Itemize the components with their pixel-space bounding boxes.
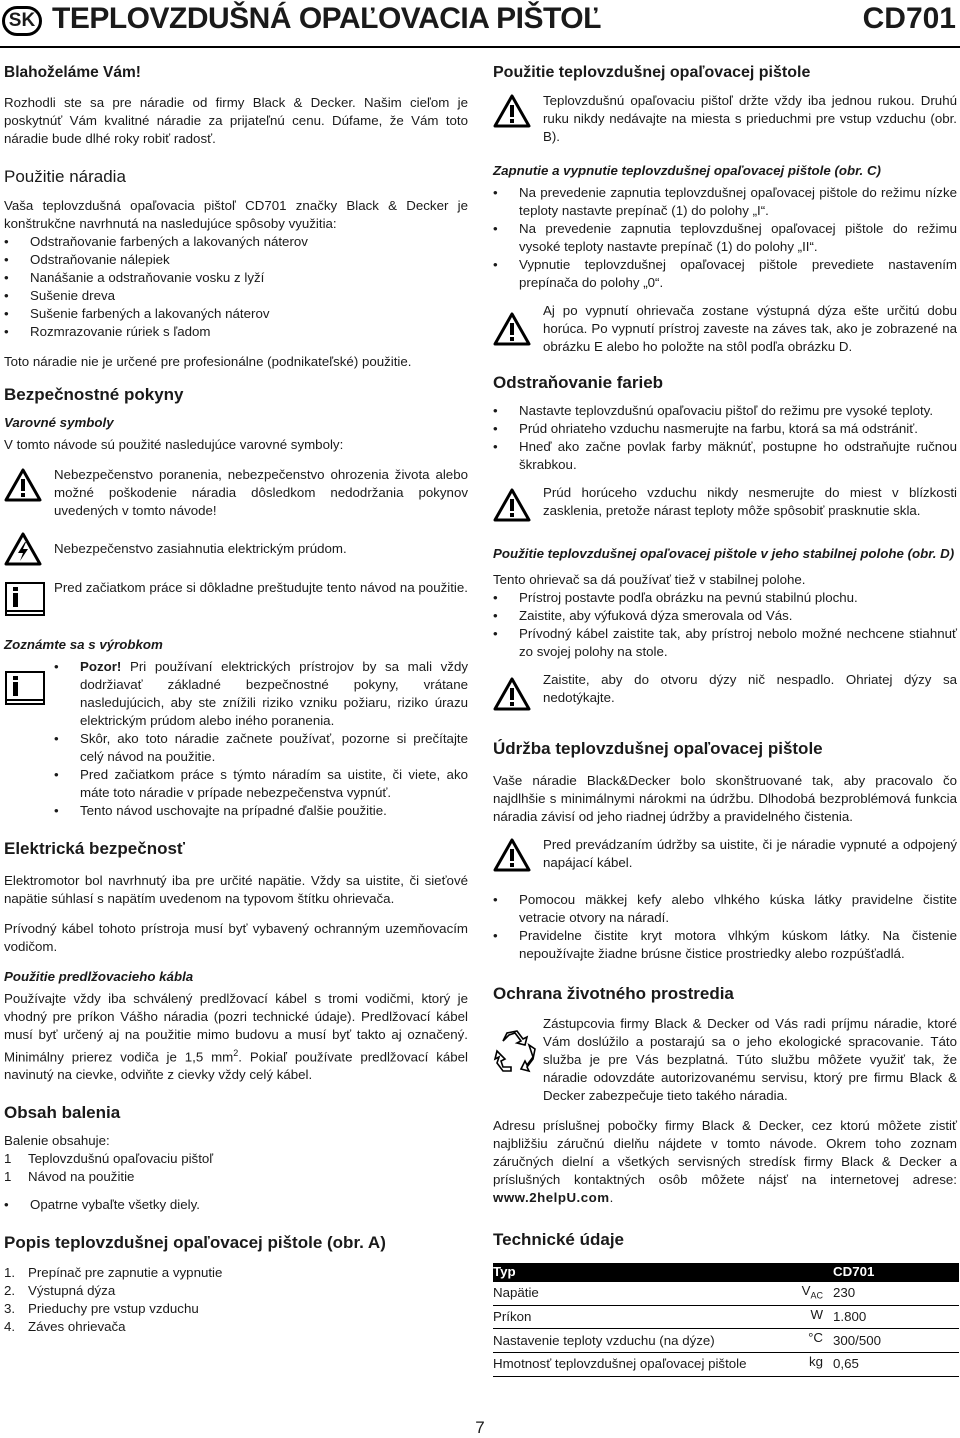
model-number: CD701 [862, 2, 956, 35]
greeting: Blahoželáme Vám! [4, 64, 141, 81]
description-item: 4. Záves ohrievača [4, 1319, 126, 1335]
environment-text: Zástupcovia firmy Black & Decker od Vás radi príjmu náradie, ktoré Vám doslúžilo a postarajú sa o jeho ekologické spracovanie. Táto služba je pre Vás bezplatná. Túto službu môžete využiť tak, že náradie odovzdáte autorizovanému servisu, ktorý pre firmu Black & Decker zabezpečuje tieto takého náradia. [543, 1016, 957, 1103]
onoff-item: • Na prevedenie zapnutia teplovzdušnej opaľovacej pištole do režimu nízke teploty nastavte prepínač (1) do polohy „I“. [493, 184, 957, 220]
document-title: TEPLOVZDUŠNÁ OPAĽOVACIA PIŠTOĽ [52, 2, 601, 35]
symbol-injury [4, 466, 468, 520]
know-item: • Tento návod uschovajte na prípadné ďalšie použitie. [54, 802, 468, 820]
paint-warning [493, 484, 957, 527]
tech-table [493, 1263, 959, 1377]
usage-item: • Nanášanie a odstraňovanie vosku z lyží [4, 269, 468, 287]
electric-heading: Elektrická bezpečnosť [4, 839, 186, 858]
symbol-electric [4, 530, 468, 571]
stable-warning-text: Zaistite, aby do otvoru dýzy nič nespadlo. Ohriatej dýzy sa nedotýkajte. [543, 672, 957, 705]
maintenance-item: • Pravidelne čistite kryt motora vlhkým kúskom látky. Na čistenie nepoužívajte žiadne brúsne čistice prostriedky alebo rozpúšťadlá. [493, 927, 957, 963]
onoff-item: • Vypnutie teplovzdušnej opaľovacej pištole prevediete nastavením prepínača do polohy „0“. [493, 256, 957, 292]
stable-intro: Tento ohrievač sa dá používať tiež v stabilnej polohe. [493, 572, 806, 587]
usage-item: • Odstraňovanie nálepiek [4, 251, 468, 269]
pro-note: Toto náradie nie je určené pre profesionálne (podnikateľské) použitie. [4, 354, 412, 369]
description-list [4, 1264, 468, 1336]
paint-item: • Hneď ako začne povlak farby mäknúť, postupne ho odstraňujte ručnou škrabkou. [493, 438, 957, 474]
know-item-first: • Pozor! Pri používaní elektrických prístrojov by sa mali vždy dodržiavať základné bezpečnostné pokyny, vrátane nasledujúcich, aby ste znížili riziko vzniku požiaru, riziko úrazu elektrickým prúdom alebo iného poranenia. [54, 658, 468, 730]
onoff-heading: Zapnutie a vypnutie teplovzdušnej opaľovacej pištole (obr. C) [493, 163, 881, 178]
description-heading: Popis teplovzdušnej opaľovacej pištole (obr. A) [4, 1233, 386, 1253]
warning-triangle-icon [493, 94, 543, 133]
address-text: Adresu príslušnej pobočky firmy Black & Decker, cez ktorú môžete zistiť najbližšiu záručnú dielňu nájdete v tomto návode. Okrem toho zoznam záručných dielní a všetkých servisných stredísk firmy Black & Decker a príslušných kontaktných osôb môžete nájsť na internetovej adrese: www.2helpU.com. [493, 1118, 957, 1205]
symbol-injury-text: Nebezpečenstvo poranenia, nebezpečenstvo ohrozenia života alebo možné poškodenie náradia dôsledkom nedodržania pokynov uvedených v tomto návode! [54, 467, 468, 518]
symbol-read [4, 579, 468, 622]
paint-warning-text: Prúd horúceho vzduchu nikdy nesmerujte do miest v blízkosti zasklenia, pretože nárast teploty môže spôsobiť prasknutie skla. [543, 485, 957, 518]
box-item: 1 Teplovzdušnú opaľovaciu pištoľ [4, 1151, 214, 1167]
box-bullet: • Opatrne vybaľte všetky diely. [4, 1196, 468, 1214]
symbols-heading: Varovné symboly [4, 415, 114, 430]
know-item: • Pred začiatkom práce s týmto náradím sa uistite, či viete, ako máte toto náradie v prípade nebezpečenstva vypnúť. [54, 766, 468, 802]
usage-heading: Použitie náradia [4, 167, 126, 186]
maintenance-text: Vaše náradie Black&Decker bolo skonštruované tak, aby pracovalo čo najdlhšie s minimálnymi nárokmi na údržbu. Dlhodobá bezproblémová funkcia náradia závisí od jeho riadnej údržby a pravidelného čistenia. [493, 773, 957, 824]
paint-item: • Nastavte teplovzdušnú opaľovaciu pištoľ do režimu pre vysoké teploty. [493, 402, 957, 420]
usage-list [4, 233, 468, 341]
recycle-icon [493, 1029, 543, 1078]
onoff-list [493, 184, 957, 292]
language-badge: SK [2, 6, 42, 36]
right-column [493, 62, 957, 1377]
tech-table-row: Hmotnosť teplovzdušnej opaľovacej pištole kg 0,65 [493, 1352, 959, 1376]
electric-hazard-icon [4, 532, 54, 571]
warning-triangle-icon [493, 312, 543, 351]
usage-item: • Sušenie farbených a lakovaných náterov [4, 305, 468, 323]
box-intro: Balenie obsahuje: [4, 1133, 110, 1149]
stable-list [493, 589, 957, 661]
electric-text-2: Prívodný kábel tohoto prístroja musí byť vybavený ochranným uzemňovacím vodičom. [4, 921, 468, 954]
left-column [4, 62, 468, 1336]
maintenance-heading: Údržba teplovzdušnej opaľovacej pištole [493, 739, 823, 758]
paint-item: • Prúd ohriateho vzduchu nasmerujte na farbu, ktorá sa má odstrániť. [493, 420, 957, 438]
know-item: • Skôr, ako toto náradie začnete používať, pozorne si prečítajte celý návod na použitie. [54, 730, 468, 766]
use-warning [493, 92, 957, 146]
use-warning-text: Teplovzdušnú opaľovaciu pištoľ držte vždy iba jednou rukou. Druhú ruku nikdy nedávajte na miesta s prieduchmi pre vstup vzduchu (obr. B). [543, 93, 957, 144]
description-item: 1. Prepínač pre zapnutie a vypnutie [4, 1265, 223, 1281]
page-number: 7 [475, 1418, 485, 1437]
symbol-electric-text: Nebezpečenstvo zasiahnutia elektrickým prúdom. [54, 541, 347, 556]
extension-heading: Použitie predlžovacieho kábla [4, 969, 194, 984]
symbols-intro: V tomto návode sú použité nasledujúce varovné symboly: [4, 437, 344, 452]
maintenance-warning-text: Pred prevádzaním údržby sa uistite, či je náradie vypnuté a odpojený napájací kábel. [543, 837, 957, 870]
usage-item: • Sušenie dreva [4, 287, 468, 305]
tech-table-row: Napätie $V_{AC}$ 230 [493, 1282, 959, 1306]
tech-table-header: Typ CD701 [493, 1263, 959, 1282]
know-heading: Zoznámte sa s výrobkom [4, 637, 163, 652]
stable-item: • Prístroj postavte podľa obrázku na pevnú stabilnú plochu. [493, 589, 957, 607]
onoff-warning-text: Aj po vypnutí ohrievača zostane výstupná dýza ešte určitú dobu horúca. Po vypnutí prístroj zaveste na záves tak, ako je zobrazené na obrázku E alebo ho položte na stôl podľa obrázku D. [543, 303, 957, 354]
extension-text: Používajte vždy iba schválený predlžovací kábel s tromi vodičmi, ktorý je vhodný pre príkon Vášho náradia (pozri technické údaje). Predlžovací kábel musí byť určený aj na použitie mimo budovu a musí byť takto aj označený. Minimálny prierez vodiča je 1,5 $mm^2$. Pokiaľ používate predlžovací kábel navinutý na cievke, odviňte z cievky vždy celý kábel. [4, 991, 469, 1083]
environment-section [493, 1015, 957, 1105]
info-manual-icon [4, 670, 54, 711]
safety-heading: Bezpečnostné pokyny [4, 385, 184, 404]
paint-heading: Odstraňovanie farieb [493, 373, 664, 392]
warning-triangle-icon [493, 488, 543, 527]
box-item: 1 Návod na použitie [4, 1169, 135, 1185]
use-heading: Použitie teplovzdušnej opaľovacej pištole [493, 64, 811, 81]
box-heading: Obsah balenia [4, 1103, 121, 1123]
maintenance-warning [493, 836, 957, 877]
environment-heading: Ochrana životného prostredia [493, 984, 734, 1003]
tech-table-row: Nastavenie teploty vzduchu (na dýze) °C 300/500 [493, 1329, 959, 1353]
electric-text-1: Elektromotor bol navrhnutý iba pre určité napätie. Vždy sa uistite, či sieťové napätie súhlasí s napätím uvedenom na typovom štítku ohrievača. [4, 873, 468, 906]
tech-table-row: Príkon W 1.800 [493, 1305, 959, 1329]
intro-text: Rozhodli ste sa pre náradie od firmy Black & Decker. Našim cieľom je poskytnúť Vám kvalitné náradie za prijateľnú cenu. Dúfame, že Vám toto náradie bude dlhé roky robiť radosť. [4, 95, 468, 146]
description-item: 2. Výstupná dýza [4, 1283, 116, 1299]
stable-item: • Zaistite, aby výfuková dýza smerovala od Vás. [493, 607, 957, 625]
stable-item: • Prívodný kábel zaistite tak, aby prístroj nebolo možné nechcene stiahnuť zo svojej polohy na stole. [493, 625, 957, 661]
usage-item: • Rozmrazovanie rúriek s ľadom [4, 323, 468, 341]
know-section [4, 658, 468, 820]
usage-item: • Odstraňovanie farbených a lakovaných náterov [4, 233, 468, 251]
warning-triangle-icon [4, 468, 54, 507]
paint-list [493, 402, 957, 474]
stable-warning [493, 671, 957, 716]
page-header [0, 0, 960, 48]
box-bullet-list [4, 1196, 468, 1214]
maintenance-list [493, 891, 957, 963]
box-list [4, 1150, 468, 1186]
onoff-warning [493, 302, 957, 356]
tech-heading: Technické údaje [493, 1230, 625, 1249]
maintenance-item: • Pomocou mäkkej kefy alebo vlhkého kúska látky pravidelne čistite vetracie otvory na náradí. [493, 891, 957, 927]
usage-text: Vaša teplovzdušná opaľovacia pištoľ CD701 značky Black & Decker je konštrukčne navrhnutá na nasledujúce spôsoby využitia: [4, 198, 468, 231]
description-item: 3. Prieduchy pre vstup vzduchu [4, 1301, 199, 1317]
warning-triangle-icon [493, 838, 543, 877]
know-list [54, 658, 468, 820]
website-link[interactable]: www.2helpU.com [493, 1190, 610, 1205]
onoff-item: • Na prevedenie zapnutia teplovzdušnej opaľovacej pištole do režimu vysoké teploty nastavte prepínač (1) do polohy „II“. [493, 220, 957, 256]
stable-heading: Použitie teplovzdušnej opaľovacej pištole v jeho stabilnej polohe (obr. D) [493, 546, 955, 561]
symbol-read-text: Pred začiatkom práce si dôkladne preštudujte tento návod na použitie. [54, 580, 468, 595]
warning-triangle-icon [493, 677, 543, 716]
read-manual-icon [4, 581, 54, 622]
